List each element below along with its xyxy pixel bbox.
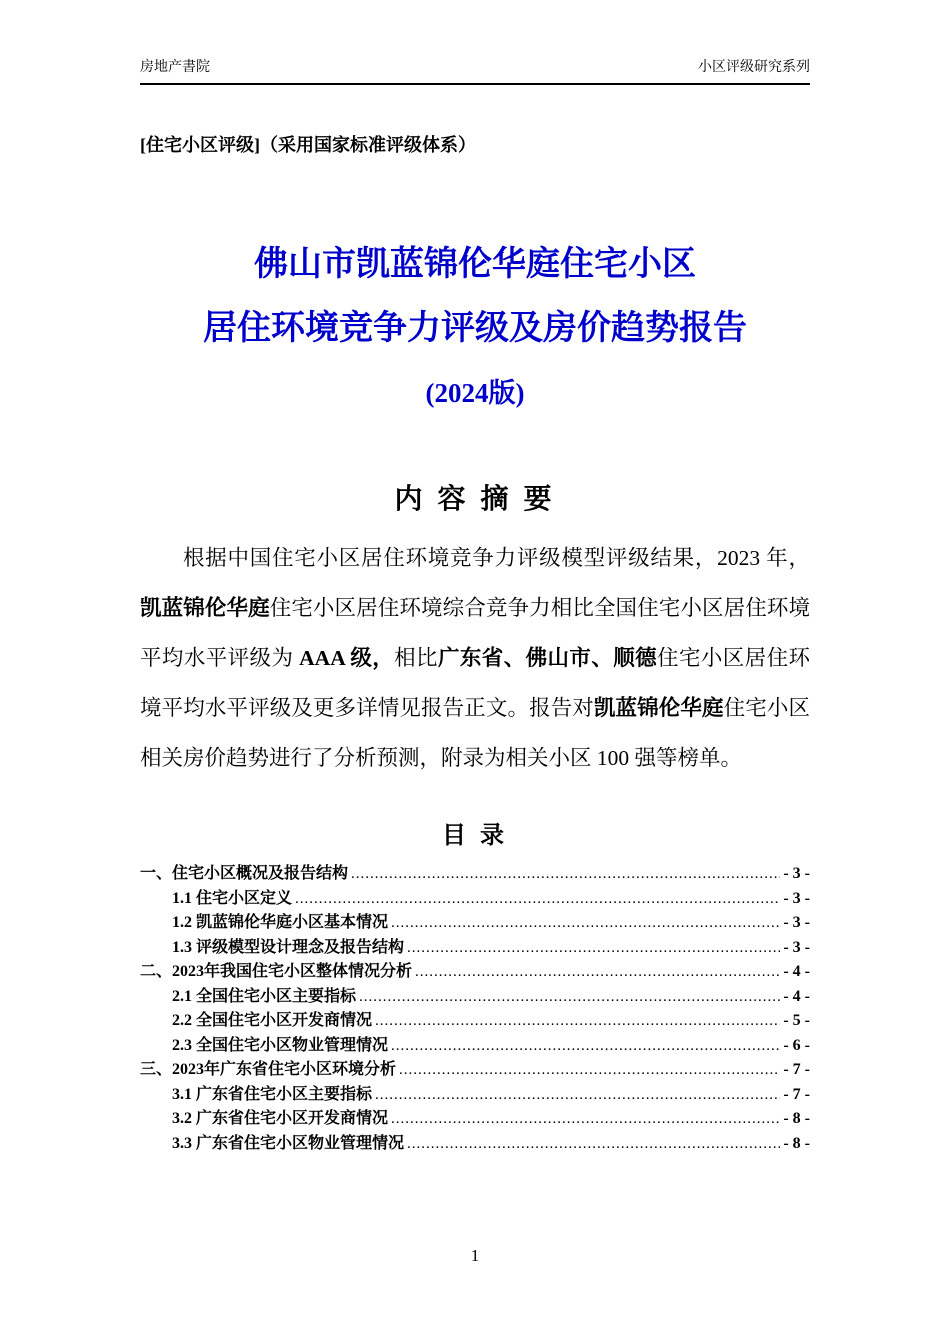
toc-leader-dots xyxy=(351,862,780,887)
toc-item-label: 2.1 全国住宅小区主要指标 xyxy=(172,987,357,1005)
toc-item-label: 2.3 全国住宅小区物业管理情况 xyxy=(172,1036,389,1054)
toc-item[interactable] xyxy=(140,936,810,961)
toc-leader-dots xyxy=(375,1083,780,1108)
toc-item-page: - 8 - xyxy=(783,1110,810,1127)
toc-item-page: - 8 - xyxy=(783,1134,810,1152)
summary-heading: 内 容 摘 要 xyxy=(394,484,556,515)
toc-item-label: 3.1 广东省住宅小区主要指标 xyxy=(172,1085,373,1103)
toc-item-label: 1.3 评级模型设计理念及报告结构 xyxy=(172,938,405,956)
toc-leader-dots xyxy=(295,887,780,912)
toc-leader-dots xyxy=(407,936,780,961)
toc-leader-dots xyxy=(391,1034,780,1059)
toc-item[interactable] xyxy=(140,887,810,912)
toc-leader-dots xyxy=(359,985,780,1010)
summary-segment: 住宅小区相关房价趋势进行了分析预测，附录为相关小区 100 强等榜单。 xyxy=(140,696,810,770)
summary-paragraph xyxy=(140,533,810,783)
toc-item[interactable] xyxy=(140,985,810,1010)
toc-item-page: - 6 - xyxy=(783,1036,810,1054)
toc-item-label: 一、住宅小区概况及报告结构 xyxy=(140,865,349,882)
summary-segment: 凯蓝锦伦华庭 xyxy=(140,596,270,620)
toc-item-label: 二、2023年我国住宅小区整体情况分析 xyxy=(140,963,413,980)
title-block xyxy=(140,233,810,425)
toc-leader-dots xyxy=(407,1132,780,1157)
page-header xyxy=(140,56,810,76)
summary-segment: 根据中国住宅小区居住环境竞争力评级模型评级结果，2023 年， xyxy=(183,546,810,570)
toc-heading: 目 录 xyxy=(442,823,508,849)
header-rule xyxy=(140,83,810,85)
toc-item-label: 1.1 住宅小区定义 xyxy=(172,889,293,907)
toc-item[interactable] xyxy=(140,1083,810,1108)
toc-item-page: - 7 - xyxy=(783,1085,810,1103)
toc-item[interactable] xyxy=(140,1132,810,1157)
toc-item-page: - 3 - xyxy=(783,938,810,956)
toc-item-page: - 7 - xyxy=(783,1061,810,1078)
toc-leader-dots xyxy=(391,911,780,936)
toc-item[interactable] xyxy=(140,911,810,936)
toc-item-page: - 3 - xyxy=(783,889,810,907)
toc-item-label: 3.2 广东省住宅小区开发商情况 xyxy=(172,1110,389,1127)
report-type-label: [住宅小区评级]（采用国家标准评级体系） xyxy=(140,135,476,155)
toc-item-page: - 3 - xyxy=(783,914,810,931)
summary-segment: 凯蓝锦伦华庭 xyxy=(593,696,724,720)
toc-item[interactable] xyxy=(140,1009,810,1034)
summary-segment: AAA 级， xyxy=(299,646,395,670)
toc-item[interactable] xyxy=(140,1107,810,1132)
toc-leader-dots xyxy=(415,960,780,985)
header-right-text: 小区评级研究系列 xyxy=(698,60,810,75)
toc-item[interactable] xyxy=(140,1058,810,1083)
summary-segment: 住宅小区居住环境平均水平评级及更多详情见报告正文。报告对 xyxy=(140,646,810,720)
toc-item[interactable] xyxy=(140,862,810,887)
toc-item[interactable] xyxy=(140,960,810,985)
toc-item-label: 3.3 广东省住宅小区物业管理情况 xyxy=(172,1134,405,1152)
toc-list xyxy=(140,862,810,1156)
toc-item-page: - 5 - xyxy=(783,1012,810,1029)
toc-leader-dots xyxy=(375,1009,780,1034)
toc-leader-dots xyxy=(399,1058,780,1083)
toc-item-label: 2.2 全国住宅小区开发商情况 xyxy=(172,1012,373,1029)
report-edition: (2024版) xyxy=(425,378,525,408)
toc-item[interactable] xyxy=(140,1034,810,1059)
summary-segment: 相比 xyxy=(394,646,438,670)
toc-item-label: 1.2 凯蓝锦伦华庭小区基本情况 xyxy=(172,914,389,931)
toc-item-page: - 4 - xyxy=(783,963,810,980)
toc-item-page: - 4 - xyxy=(783,987,810,1005)
report-title-line1: 佛山市凯蓝锦伦华庭住宅小区 xyxy=(254,246,696,283)
report-title-line2: 居住环境竞争力评级及房价趋势报告 xyxy=(203,310,747,347)
toc-leader-dots xyxy=(391,1107,780,1132)
summary-segment: 住宅小区居住环境综合竞争力相比全国住宅小区居住环境平均水平评级为 xyxy=(140,596,810,670)
toc-item-page: - 3 - xyxy=(783,865,810,882)
toc-item-label: 三、2023年广东省住宅小区环境分析 xyxy=(140,1061,397,1078)
summary-segment: 广东省、佛山市、顺德 xyxy=(437,646,658,670)
header-left-text: 房地产書院 xyxy=(140,60,210,75)
page-number: 1 xyxy=(470,1246,480,1265)
